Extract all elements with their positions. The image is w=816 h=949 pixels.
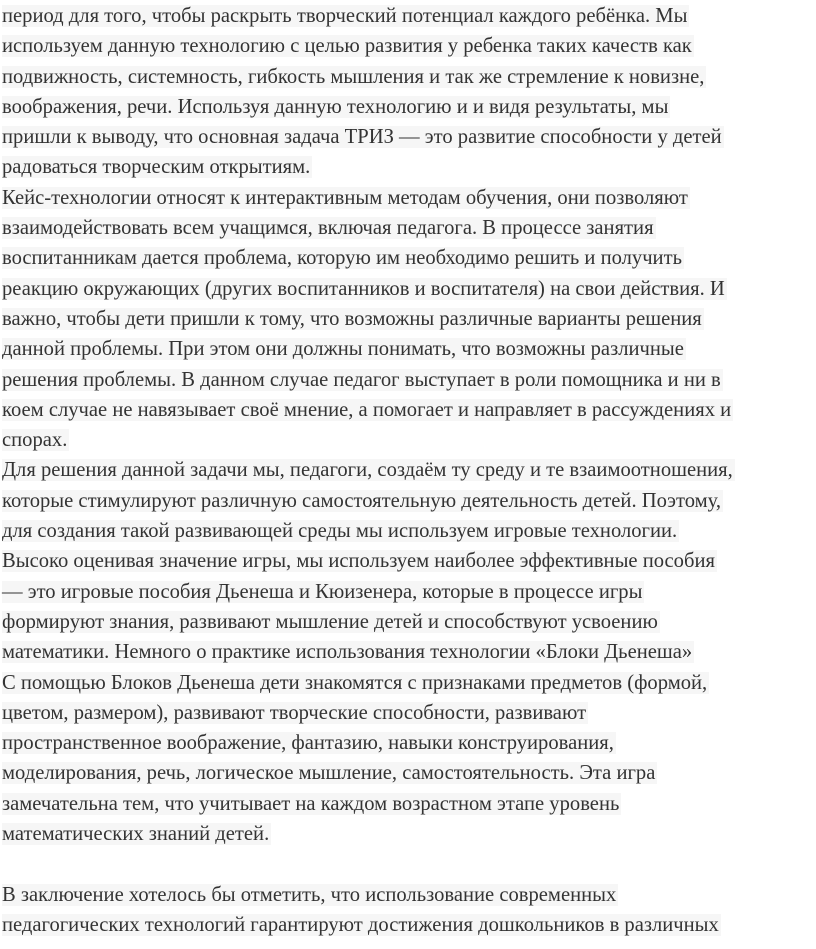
text-line: педагогических технологий гарантируют достижения дошкольников в различных xyxy=(2,913,719,936)
text-line: замечательна тем, что учитывает на каждом возрастном этапе уровень xyxy=(2,792,620,815)
text-line: В заключение хотелось бы отметить, что использование современных xyxy=(2,883,617,906)
text-line: взаимодействовать всем учащимся, включая педагога. В процессе занятия xyxy=(2,217,654,240)
text-line: используем данную технологию с целью развития у ребенка таких качеств как xyxy=(2,35,692,58)
text-line: период для того, чтобы раскрыть творческий потенциал каждого ребёнка. Мы xyxy=(2,5,688,27)
text-line: — это игровые пособия Дьенеша и Кюизенера, которые в процессе игры xyxy=(2,580,643,603)
text-line: воспитанникам дается проблема, которую им необходимо решить и получить xyxy=(2,247,682,270)
document-body xyxy=(2,1,814,940)
text-line: коем случае не навязывает своё мнение, а помогает и направляет в рассуждениях и xyxy=(2,398,732,421)
text-line: С помощью Блоков Дьенеша дети знакомятся с признаками предметов (формой, xyxy=(2,671,708,694)
text-line: важно, чтобы дети пришли к тому, что возможны различные варианты решения xyxy=(2,307,702,330)
text-line: для создания такой развивающей среды мы используем игровые технологии. xyxy=(2,520,678,543)
text-line: Для решения данной задачи мы, педагоги, создаём ту среду и те взаимоотношения, xyxy=(2,459,733,482)
text-line: Кейс-технологии относят к интерактивным методам обучения, они позволяют xyxy=(2,186,688,209)
text-line: пространственное воображение, фантазию, навыки конструирования, xyxy=(2,732,614,755)
paragraph-gap xyxy=(2,849,814,879)
text-line: данной проблемы. При этом они должны понимать, что возможны различные xyxy=(2,338,684,361)
text-line: реакцию окружающих (других воспитанников и воспитателя) на свои действия. И xyxy=(2,277,725,300)
text-line: радоваться творческим открытиям. xyxy=(2,156,311,179)
text-line: решения проблемы. В данном случае педагог выступает в роли помощника и ни в xyxy=(2,368,721,391)
text-line: математических знаний детей. xyxy=(2,823,270,846)
text-line: цветом, размером), развивают творческие способности, развивают xyxy=(2,701,587,724)
text-line: математики. Немного о практике использования технологии «Блоки Дьенеша» xyxy=(2,641,693,664)
text-line: Высоко оценивая значение игры, мы используем наиболее эффективные пособия xyxy=(2,550,715,573)
text-line: формируют знания, развивают мышление детей и способствуют усвоению xyxy=(2,610,658,633)
text-line: которые стимулируют различную самостоятельную деятельность детей. Поэтому, xyxy=(2,489,722,512)
text-line: пришли к выводу, что основная задача ТРИЗ — это развитие способности у детей xyxy=(2,126,722,149)
text-line: спорах. xyxy=(2,429,68,452)
text-line: моделирования, речь, логическое мышление, самостоятельность. Эта игра xyxy=(2,762,656,785)
text-line: воображения, речи. Используя данную технологию и и видя результаты, мы xyxy=(2,95,669,118)
text-line: подвижность, системность, гибкость мышления и так же стремление к новизне, xyxy=(2,65,705,88)
